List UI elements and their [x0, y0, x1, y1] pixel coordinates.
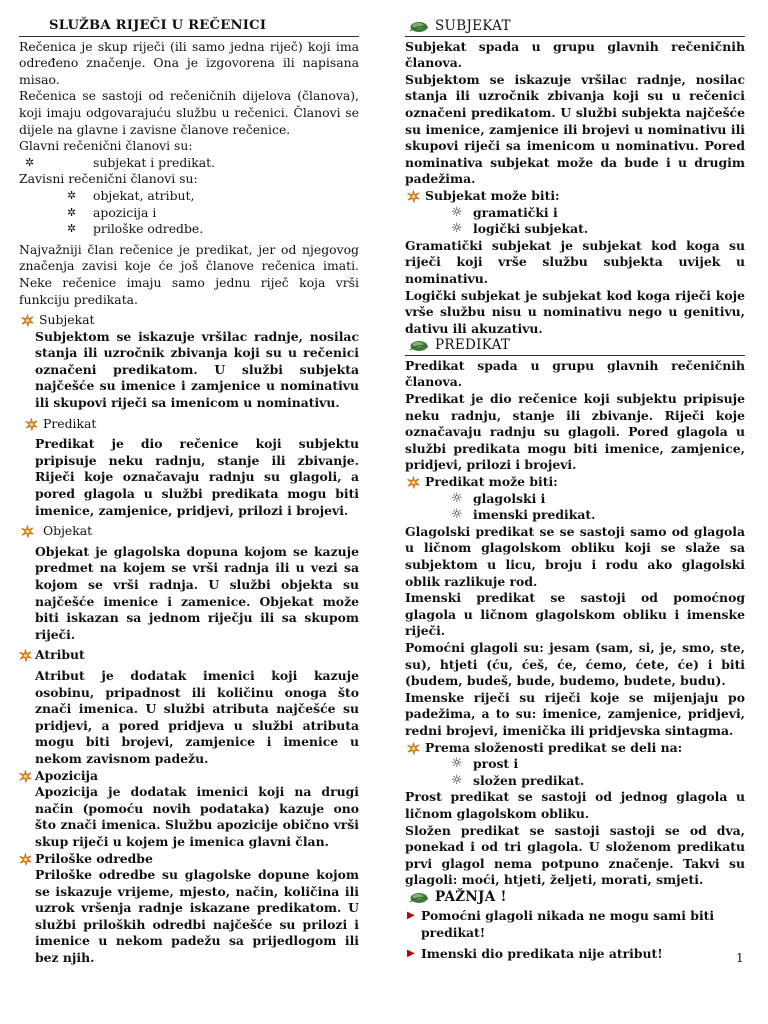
sun-icon: ☼: [451, 490, 463, 506]
list-item: ☼ glagolski i: [451, 490, 546, 506]
orange-burst-icon: [407, 190, 420, 203]
prilozi-heading: Priloške odredbe: [19, 851, 359, 868]
complexity-label: Prema složenosti predikat se deli na:: [405, 740, 745, 757]
green-leaf-icon: [407, 19, 431, 33]
orange-burst-icon: [19, 649, 32, 662]
predikat-paragraph-2: Predikat je dio rečenice koji subjektu pripisuje neku radnju, stanje ili zbivanje. Riječi koje označavaju radnju su glagoli. Pored glagola u službi predikata mogu biti imenice, zamjenice, pridjevi, prilozi i brojevi.: [405, 391, 745, 473]
red-triangle-icon: ▶: [407, 947, 415, 959]
predikat-section-title: PREDIKAT: [405, 337, 745, 356]
predikat-paragraph-3: Glagolski predikat se se sastoji samo od glagola u ličnom glagolskom obliku koji se slaže sa subjektom u licu, broju i rodu ako glagolski oblik razlikuje rod.: [405, 523, 745, 589]
subjekat-types-label: Subjekat može biti:: [405, 188, 745, 205]
predikat-paragraph: Predikat je dio rečenice koji subjektu pripisuje neku radnju, stanje ili zbivanje. Riječi koje označavaju radnju su glagoli, a pored glagola u službi predikata mogu biti imenice, zamjenice, pridjevi, prilozi i brojevi.: [35, 436, 359, 518]
subjekat-paragraph-3: Gramatički subjekat je subjekat kod koga su riječi koji vrše službu subjekta uvijek u nominativu.: [405, 237, 745, 286]
orange-burst-icon: [21, 525, 34, 538]
sun-icon: ☼: [451, 204, 463, 220]
warning-title: PAŽNJA !: [405, 889, 745, 907]
asterisk-icon: ✲: [67, 188, 77, 202]
atribut-heading: Atribut: [19, 647, 359, 664]
atribut-paragraph: Atribut je dodatak imenici koji kazuje osobinu, pripadnost ili količinu onoga što znači imenica. U službi atributa najčešće su pridjevi, a pored pridjeva u službi atributa mogu biti brojevi, zamjenice i imenice u nekom zavisnom padežu.: [35, 667, 359, 766]
predikat-paragraph-7: Prost predikat se sastoji od jednog glagola u ličnom glagolskom obliku.: [405, 789, 745, 821]
list-item: ✲ priloške odredbe.: [67, 221, 204, 237]
sun-icon: ☼: [451, 772, 463, 788]
apozicija-paragraph: Apozicija je dodatak imenici koji na drugi način (pomoću novih podataka) kazuje ono što znači imenica. Službu apozicije obično vrši skup riječi u kojem je imenica glavni član.: [35, 784, 359, 849]
sun-icon: ☼: [451, 507, 463, 523]
green-leaf-icon: [407, 890, 431, 904]
list-item: ☼ logički subjekat.: [451, 221, 589, 237]
list-item: ☼ imenski predikat.: [451, 507, 596, 523]
right-column: [405, 18, 745, 962]
orange-burst-icon: [19, 853, 32, 866]
list-item: ✲ objekat, atribut,: [67, 187, 195, 203]
list-item: ☼ prost i: [451, 756, 519, 772]
important-paragraph: Najvažniji član rečenice je predikat, jer od njegovog značenja zavisi koje će još članove rečenica imati. Neke rečenice imaju samo jednu riječ koja vrši funkciju predikata.: [19, 241, 359, 307]
subjekat-heading: Subjekat: [19, 312, 359, 329]
green-leaf-icon: [407, 338, 431, 352]
predikat-heading: Predikat: [19, 416, 359, 433]
dependent-members-label: Zavisni rečenični članovi su:: [19, 171, 198, 187]
predikat-paragraph-4: Imenski predikat se sastoji od pomoćnog glagola u ličnom glagolskom obliku i imenske riječi.: [405, 590, 745, 639]
page-title: SLUŽBA RIJEČI U REČENICI: [19, 18, 359, 37]
apozicija-heading: Apozicija: [19, 768, 359, 785]
list-item: ☼ složen predikat.: [451, 772, 585, 788]
subjekat-paragraph-4: Logički subjekat je subjekat kod koga riječi koje vrše službu nisu u nominativu nego u genitivu, dativu ili akuzativu.: [405, 287, 745, 336]
orange-burst-icon: [25, 418, 38, 431]
objekat-heading: Objekat: [19, 523, 359, 540]
warning-item: ▶ Pomoćni glagoli nikada ne mogu sami biti predikat!: [407, 908, 715, 941]
orange-burst-icon: [407, 742, 420, 755]
orange-burst-icon: [21, 314, 34, 327]
left-column: [19, 18, 359, 967]
warning-item: ▶ Imenski dio predikata nije atribut!: [407, 945, 663, 961]
predikat-types-label: Predikat može biti:: [405, 474, 745, 491]
page-number: 1: [736, 951, 744, 965]
asterisk-icon: ✲: [67, 205, 77, 219]
list-item: ✲ subjekat i predikat.: [25, 154, 216, 170]
predikat-paragraph-1: Predikat spada u grupu glavnih rečeničnih članova.: [405, 357, 745, 390]
asterisk-icon: ✲: [67, 222, 77, 236]
sun-icon: ☼: [451, 221, 463, 237]
subjekat-paragraph-2: Subjektom se iskazuje vršilac radnje, nosilac stanja ili uzročnik zbivanja koji su u rečenici označeni predikatom. U službi subjekta najčešće su imenice, zamjenice ili brojevi u nominativu ili skupovi riječi sa imenicom u nominativu. Pored nominativa subjekat može da bude i u drugim padežima.: [405, 71, 745, 187]
subjekat-paragraph-1: Subjekat spada u grupu glavnih rečeničnih članova.: [405, 38, 745, 71]
main-members-label: Glavni rečenični članovi su:: [19, 138, 193, 154]
objekat-paragraph: Objekat je glagolska dopuna kojom se kazuje predmet na kojem se vrši radnja ili u vezi sa kojom se vrši radnja. U službi objekta su najčešće imenice i zamenice. Objekat može biti iskazan sa jednom riječju ili sa skupom riječi.: [35, 543, 359, 642]
subjekat-paragraph: Subjektom se iskazuje vršilac radnje, nosilac stanja ili uzročnik zbivanja koji su u rečenici označeni predikatom. U službi subjekta najčešće su imenice i zamjenice u nominativu ili skupovi riječi sa imenicom u nominativu.: [35, 328, 359, 411]
list-item: ✲ apozicija i: [67, 204, 157, 220]
predikat-paragraph-5: Pomoćni glagoli su: jesam (sam, si, je, smo, ste, su), htjeti (ću, ćeš, će, ćemo, ćete, će) i biti (budem, budeš, bude, budemo, budete, budu).: [405, 639, 745, 689]
orange-burst-icon: [19, 770, 32, 783]
orange-burst-icon: [407, 476, 420, 489]
predikat-paragraph-8: Složen predikat se sastoji sastoji se od dva, ponekad i od tri glagola. U složenom predikatu prvi glagol nema potpuno značenje. Takvi su glagoli: moći, htjeti, željeti, morati, smjeti.: [405, 822, 745, 888]
list-item: ☼ gramatički i: [451, 204, 558, 220]
asterisk-icon: ✲: [25, 155, 35, 169]
intro-paragraph-2: Rečenica se sastoji od rečeničnih dijelova (članova), koji imaju odgovarajuću službu u rečenici. Članovi se dijele na glavne i zavisne članove rečenice.: [19, 88, 359, 137]
prilozi-paragraph: Priloške odredbe su glagolske dopune kojom se iskazuje vrijeme, mjesto, način, količina ili uzrok vršenja radnje iskazane predikatom. U službi priloških odredbi najčešće su prilozi i imenice u nekom padežu sa prijedlogom ili bez njih.: [35, 867, 359, 966]
intro-paragraph-1: Rečenica je skup riječi (ili samo jedna riječ) koji ima određeno značenje. Ona je izgovorena ili napisana misao.: [19, 38, 359, 87]
predikat-paragraph-6: Imenske riječi su riječi koje se mijenjaju po padežima, a to su: imenice, zamjenice, pridjevi, redni brojevi, imenička ili pridjevska sintagma.: [405, 689, 745, 738]
red-triangle-icon: ▶: [407, 910, 415, 922]
subjekat-section-title: SUBJEKAT: [405, 18, 745, 37]
sun-icon: ☼: [451, 756, 463, 772]
